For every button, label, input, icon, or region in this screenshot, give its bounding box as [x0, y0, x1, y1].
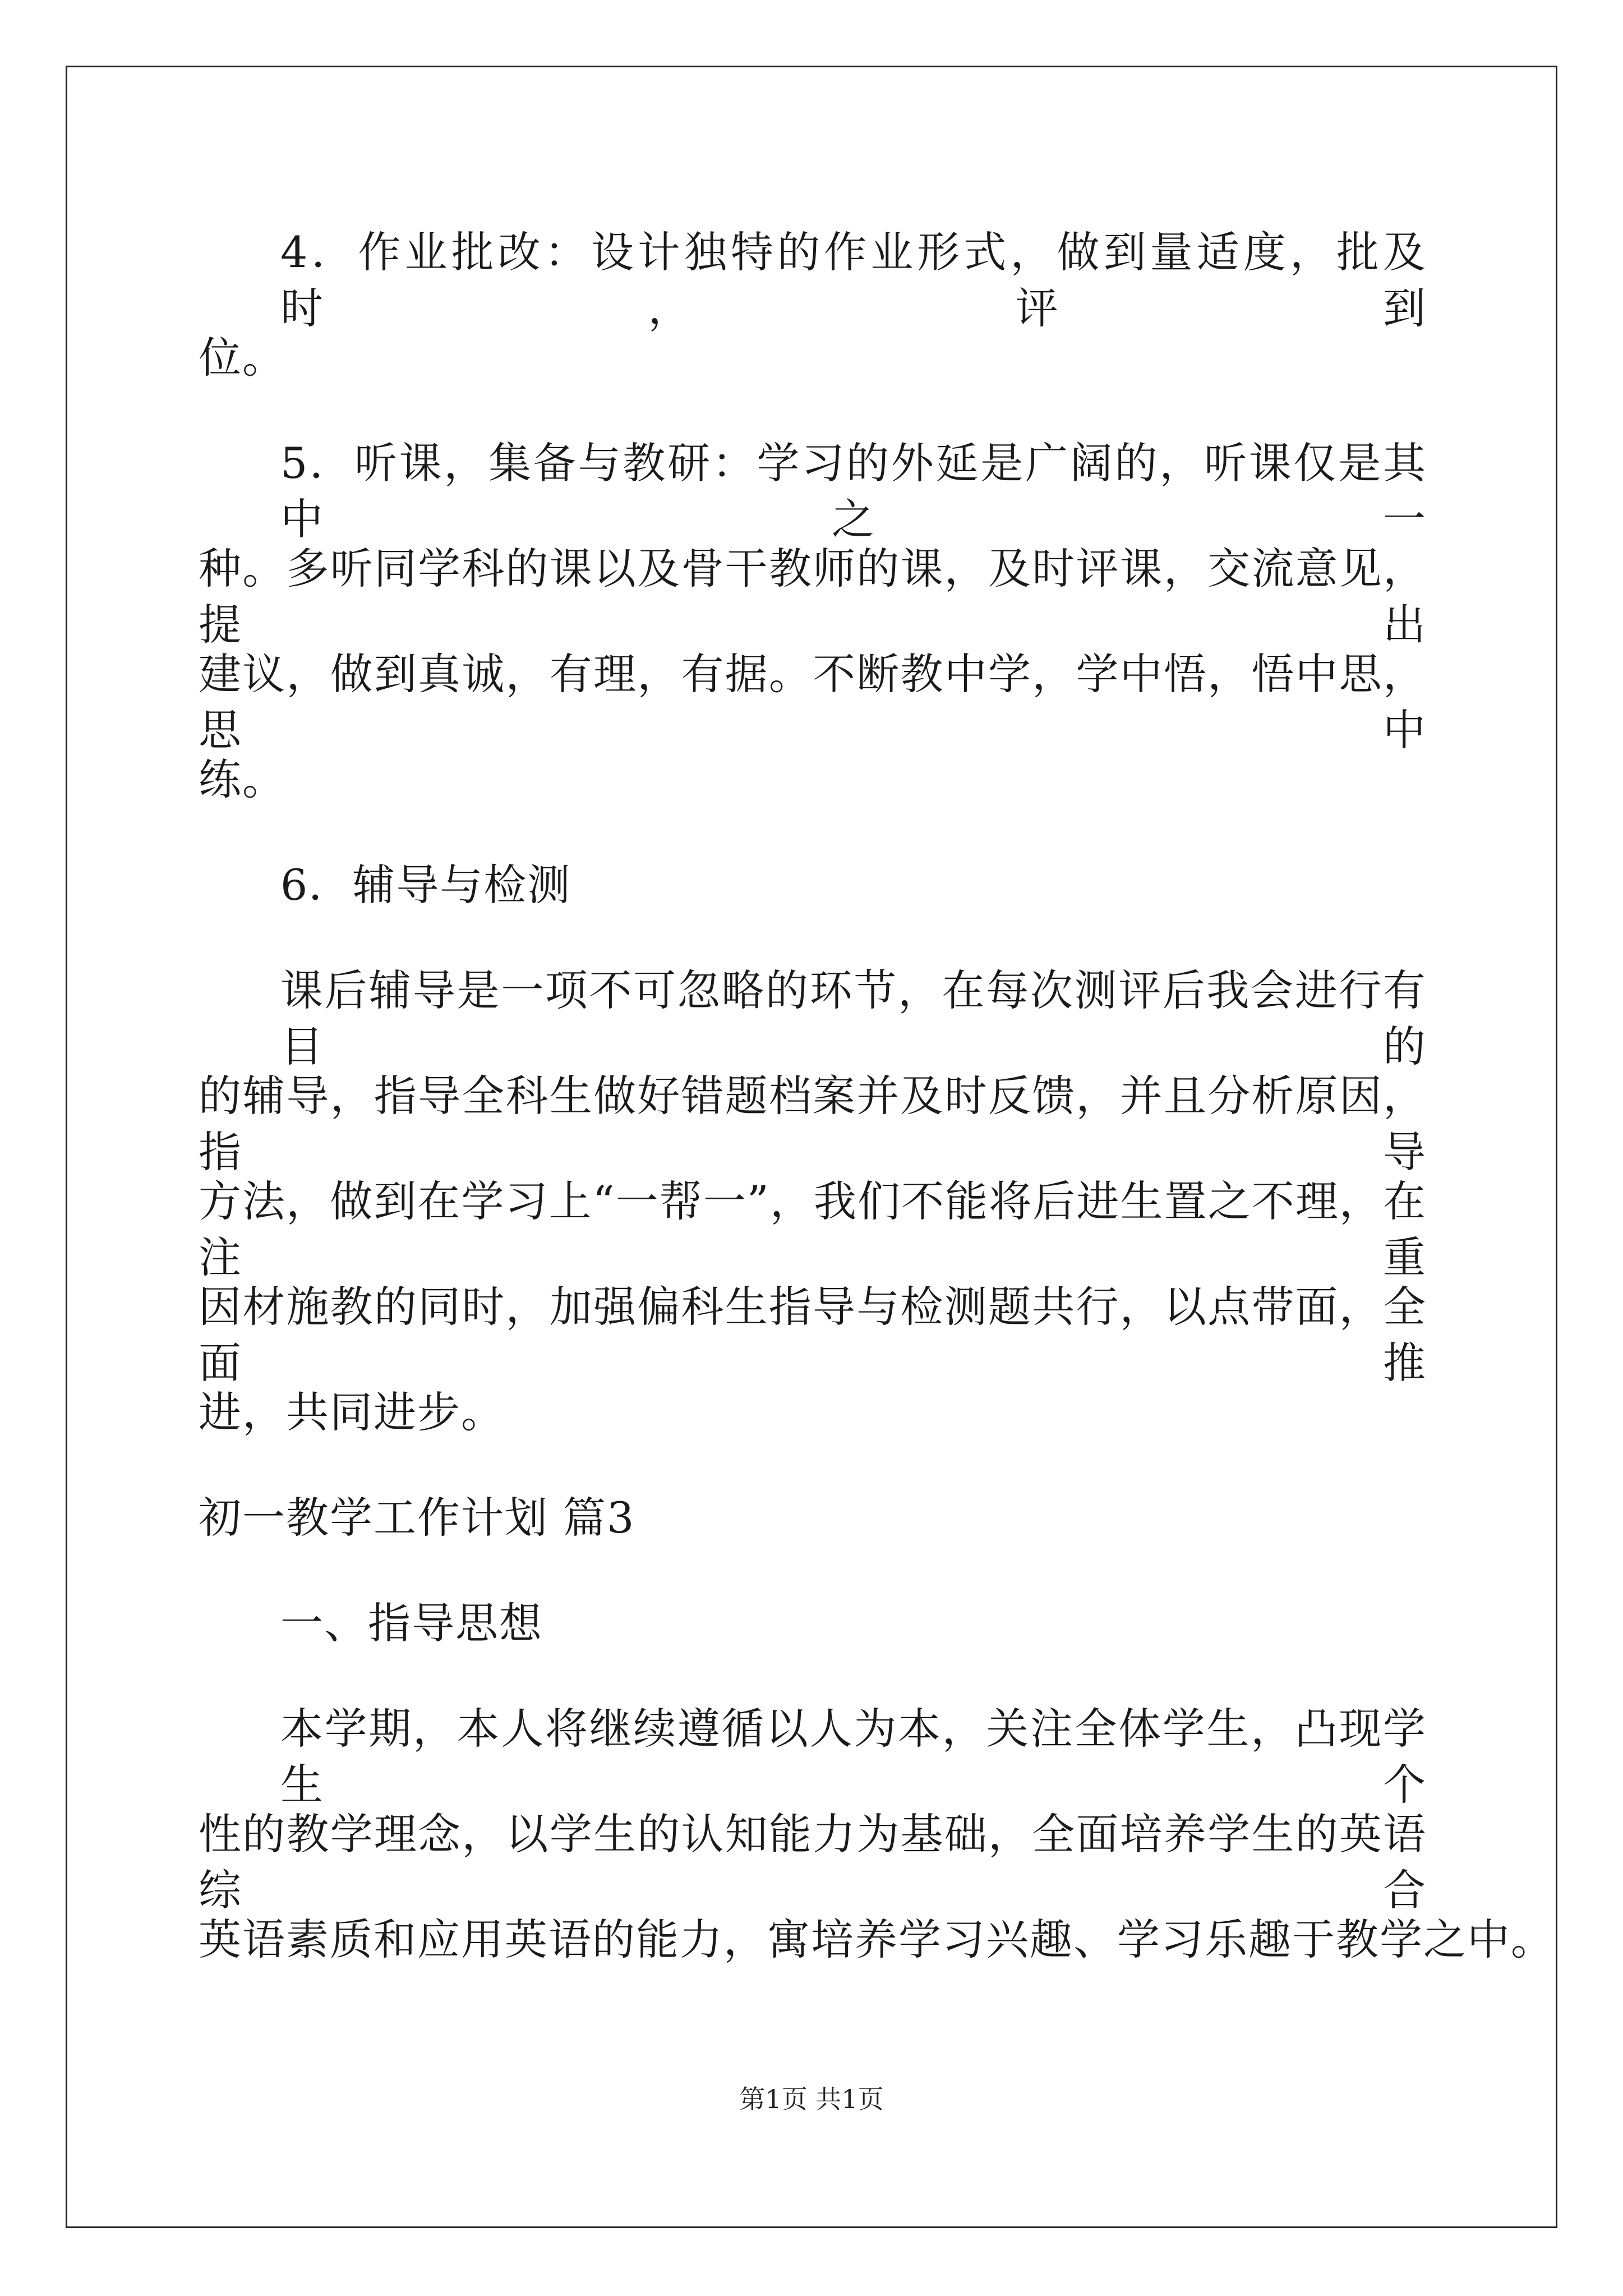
section-6-heading: 6．辅导与检测	[280, 860, 571, 910]
page-footer: 第1页 共1页	[739, 2084, 884, 2114]
paragraph-guiding-line-1: 本学期，本人将继续遵循以人为本，关注全体学生，凸现学生个	[280, 1704, 1427, 1810]
paragraph-5-line-4: 练。	[199, 754, 286, 804]
paragraph-5-line-2: 种。多听同学科的课以及骨干教师的课，及时评课，交流意见，提出	[199, 544, 1427, 650]
paragraph-6-line-2: 的辅导，指导全科生做好错题档案并及时反馈，并且分析原因，指导	[199, 1071, 1427, 1177]
section-title: 初一教学工作计划 篇3	[199, 1493, 635, 1543]
paragraph-4-line-1: 4．作业批改：设计独特的作业形式，做到量适度，批及时，评到	[280, 227, 1427, 333]
paragraph-6-line-5: 进，共同进步。	[199, 1387, 505, 1437]
paragraph-guiding-line-2: 性的教学理念，以学生的认知能力为基础，全面培养学生的英语综合	[199, 1809, 1427, 1915]
paragraph-4-line-2: 位。	[199, 333, 286, 383]
paragraph-5-line-1: 5．听课，集备与教研：学习的外延是广阔的，听课仅是其中之一	[280, 438, 1427, 544]
paragraph-6-line-4: 因材施教的同时，加强偏科生指导与检测题共行，以点带面，全面推	[199, 1282, 1427, 1388]
paragraph-6-line-3: 方法，做到在学习上“一帮一”，我们不能将后进生置之不理，在注重	[199, 1176, 1427, 1282]
subsection-heading: 一、指导思想	[280, 1598, 543, 1648]
paragraph-5-line-3: 建议，做到真诚，有理，有据。不断教中学，学中悟，悟中思，思中	[199, 649, 1427, 755]
paragraph-6-line-1: 课后辅导是一项不可忽略的环节，在每次测评后我会进行有目的	[280, 965, 1427, 1071]
paragraph-guiding-line-3: 英语素质和应用英语的能力，寓培养学习兴趣、学习乐趣于教学之中。	[199, 1915, 1555, 1964]
